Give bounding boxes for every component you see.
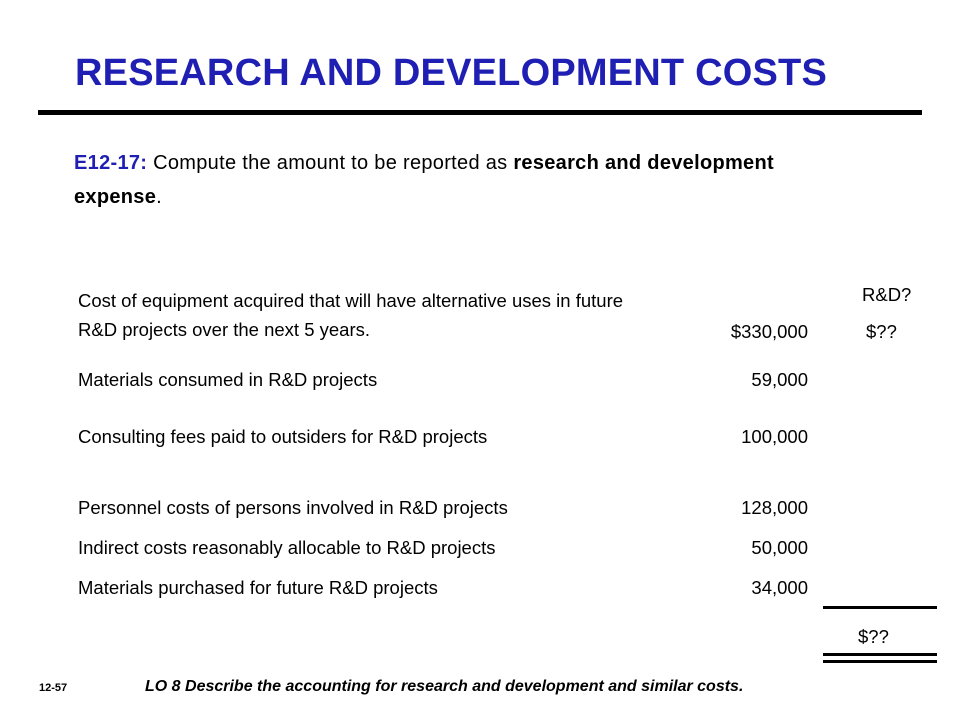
cost-item-materials-purchased-amount: 34,000: [751, 577, 808, 598]
cost-item-materials-consumed-amount: 59,000: [751, 369, 808, 390]
cost-item-equipment-label: Cost of equipment acquired that will have alternative uses in future R&D projects over the next 5 years.: [78, 290, 624, 340]
instruction-text-1: Compute the amount to be reported as: [147, 152, 514, 174]
cost-item-consulting-fees-amount: 100,000: [741, 426, 808, 447]
instruction-bold-text: research and development expense: [74, 152, 774, 208]
slide-number: 12-57: [39, 682, 68, 694]
cost-item-equipment-rd: $??: [866, 321, 897, 342]
cost-item-consulting-fees-label: Consulting fees paid to outsiders for R&D projects: [78, 426, 488, 447]
cost-item-equipment-amount: $330,000: [730, 321, 808, 342]
slide-title: RESEARCH AND DEVELOPMENT COSTS: [75, 52, 827, 94]
total-double-rule-bottom: [823, 660, 937, 663]
cost-item-personnel-amount: 128,000: [741, 497, 808, 518]
instruction-text-2: .: [156, 186, 163, 208]
total-single-rule: [823, 606, 937, 609]
total-rd-expense: $??: [858, 626, 889, 647]
cost-item-indirect-label: Indirect costs reasonably allocable to R&D projects: [78, 537, 496, 558]
cost-item-indirect-amount: 50,000: [751, 537, 808, 558]
learning-objective: LO 8 Describe the accounting for research and development and similar costs.: [145, 678, 744, 695]
title-underline: [38, 110, 922, 115]
total-double-rule-top: [823, 653, 937, 656]
cost-item-personnel-label: Personnel costs of persons involved in R&D projects: [78, 497, 508, 518]
exercise-code: E12-17:: [74, 152, 148, 174]
rd-column-header: R&D?: [862, 284, 912, 305]
cost-item-materials-consumed-label: Materials consumed in R&D projects: [78, 369, 378, 390]
cost-item-materials-purchased-label: Materials purchased for future R&D projects: [78, 577, 438, 598]
exercise-instruction: [74, 146, 834, 214]
